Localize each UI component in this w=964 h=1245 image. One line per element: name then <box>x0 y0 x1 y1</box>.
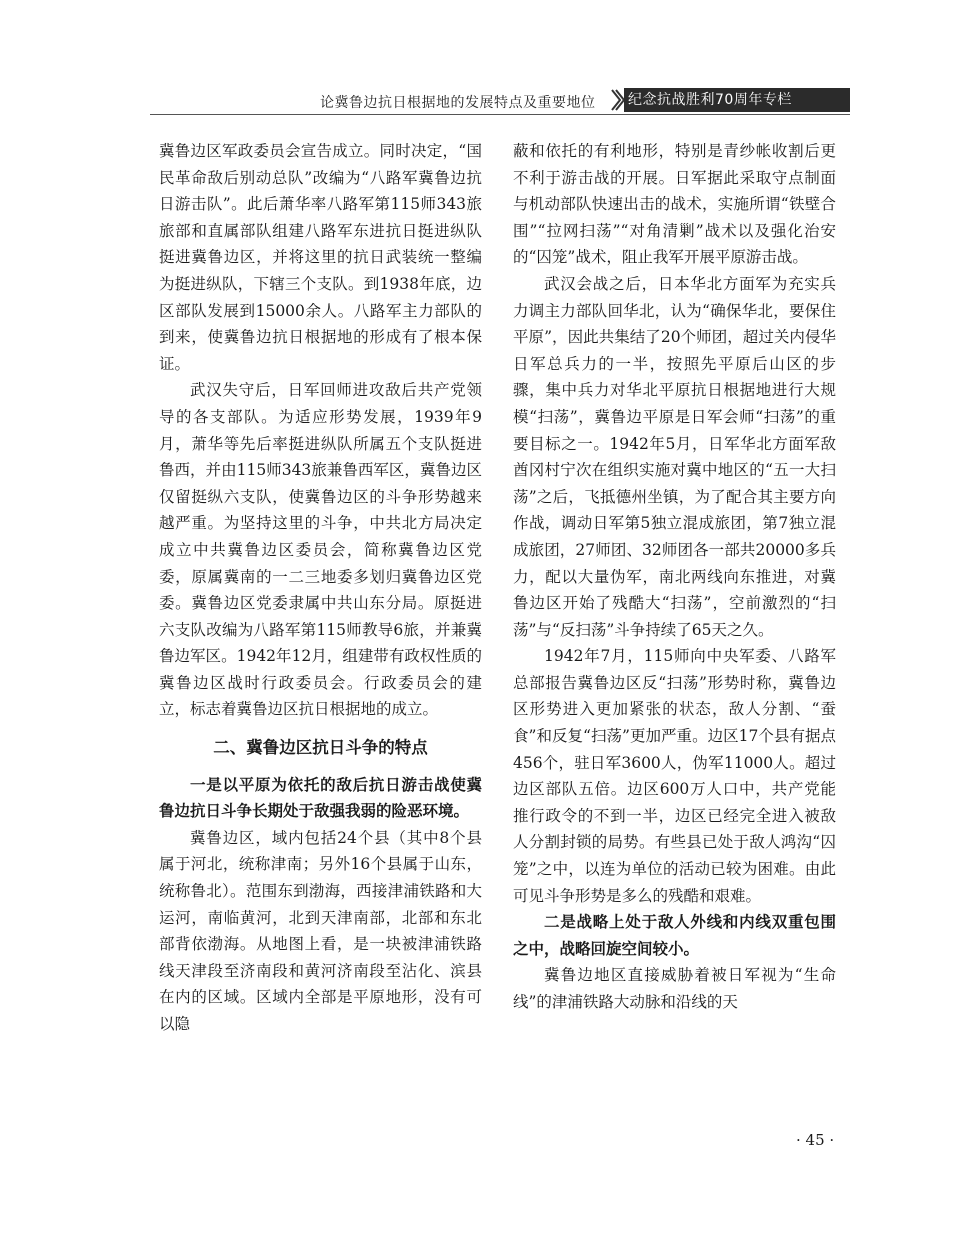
paragraph: 冀鲁边地区直接威胁着被日军视为“生命线”的津浦铁路大动脉和沿线的天 <box>513 966 836 1011</box>
emphasis-paragraph: 一是以平原为依托的敌后抗日游击战使冀鲁边抗日斗争长期处于敌强我弱的险恶环境。 <box>159 774 482 821</box>
article-title: 论冀鲁边抗日根据地的发展特点及重要地位 <box>320 95 596 111</box>
column-name-banner: 纪念抗战胜利70周年专栏 <box>624 88 850 112</box>
left-column <box>159 138 482 1038</box>
paragraph: 冀鲁边区军政委员会宣告成立。同时决定，“国民革命敌后别动总队”改编为“八路军冀鲁边抗日游击队”。此后萧华率八路军第115师343旅旅部和直属部队组建八路军东进抗日挺进纵队挺进冀鲁边区，并将这里的抗日武装统一整编为挺进纵队，下辖三个支队。到1938年底，边区部队发展到15000余人。八路军主力部队的到来，使冀鲁边抗日根据地的形成有了根本保证。 <box>159 142 482 373</box>
emphasis-paragraph: 二是战略上处于敌人外线和内线双重包围之中，战略回旋空间较小。 <box>513 912 836 958</box>
page-number: · 45 · <box>796 1131 835 1149</box>
running-header <box>150 88 850 112</box>
chevron-right-icon <box>610 89 624 111</box>
section-heading: 二、冀鲁边区抗日斗争的特点 <box>213 738 428 758</box>
paragraph: 蔽和依托的有利地形，特别是青纱帐收割后更不利于游击战的开展。日军据此采取守点制面与机动部队快速出击的战术，实施所谓“铁壁合围”“拉网扫荡”“对角清剿”战术以及强化治安的“囚笼”战术，阻止我军开展平原游击战。 <box>513 142 836 267</box>
paragraph: 武汉失守后，日军回师进攻敌后共产党领导的各支部队。为适应形势发展，1939年9月，萧华等先后率挺进纵队所属五个支队挺进鲁西，并由115师343旅兼鲁西军区，冀鲁边区仅留挺纵六支队，使冀鲁边区的斗争形势越来越严重。为坚持这里的斗争，中共北方局决定成立中共冀鲁边区委员会，简称冀鲁边区党委，原属冀南的一二三地委多划归冀鲁边区党委。冀鲁边区党委隶属中共山东分局。原挺进六支队改编为八路军第115师教导6旅，并兼冀鲁边军区。1942年12月，组建带有政权性质的冀鲁边区战时行政委员会。行政委员会的建立，标志着冀鲁边区抗日根据地的成立。 <box>159 381 482 719</box>
header-rule <box>150 114 850 115</box>
right-column <box>513 138 836 1016</box>
paragraph: 武汉会战之后，日本华北方面军为充实兵力调主力部队回华北，认为“确保华北，要保住平原”，因此共集结了20个师团，超过关内侵华日军总兵力的一半，按照先平原后山区的步骤，集中兵力对华北平原抗日根据地进行大规模“扫荡”，冀鲁边平原是日军会师“扫荡”的重要目标之一。1942年5月，日军华北方面军敌酋冈村宁次在组织实施对冀中地区的“五一大扫荡”之后，飞抵德州坐镇，为了配合其主要方向作战，调动日军第5独立混成旅团，第7独立混成旅团，27师团、32师团各一部共20000多兵力，配以大量伪军，南北两线向东推进，对冀鲁边区开始了残酷大“扫荡”，空前激烈的“扫荡”与“反扫荡”斗争持续了65天之久。 <box>513 274 836 639</box>
paragraph: 1942年7月，115师向中央军委、八路军总部报告冀鲁边区反“扫荡”形势时称，冀鲁边区形势进入更加紧张的状态，敌人分割、“蚕食”和反复“扫荡”更加严重。边区17个县有据点456个，驻日军3600人，伪军11000人。超过边区部队五倍。边区600万人口中，共产党能推行政令的不到一半，边区已经完全进入被敌人分割封锁的局势。有些县已处于敌人鸿沟“囚笼”之中，以连为单位的活动已较为困难。由此可见斗争形势是多么的残酷和艰难。 <box>513 647 836 905</box>
paragraph: 冀鲁边区，域内包括24个县（其中8个县属于河北，统称津南；另外16个县属于山东，统称鲁北）。范围东到渤海，西接津浦铁路和大运河，南临黄河，北到天津南部，北部和东北部背依渤海。从地图上看，是一块被津浦铁路线天津段至济南段和黄河济南段至沾化、滨县在内的区域。区域内全部是平原地形，没有可以隐 <box>159 828 482 1033</box>
